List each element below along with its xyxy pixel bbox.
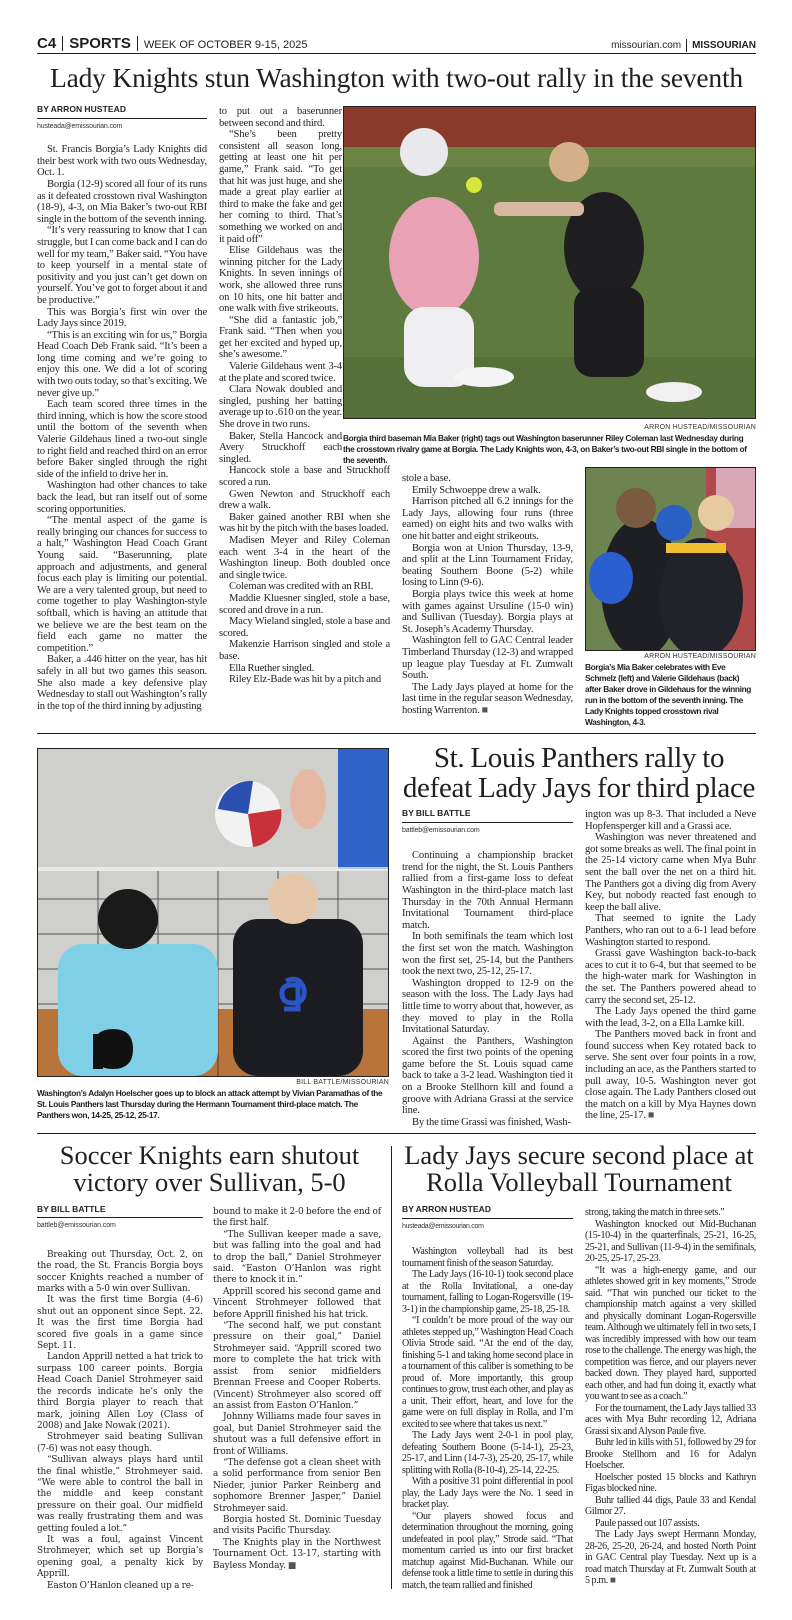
paragraph: With a positive 31 point differential in pool play, the Lady Jays were the No. 1 seed in bracket play. [402, 1476, 573, 1510]
paragraph: Clara Nowak doubled and singled, pushing her batting average up to .610 on the year. She drove in two runs. [219, 384, 342, 431]
paragraph: Strohmeyer said beating Sullivan (7-6) was not easy though. [37, 1432, 203, 1454]
paragraph: Washington fell to GAC Central leader Timberland Thursday (12-3) and wrapped up league play Tuesday at Ft. Zumwalt South. [402, 635, 573, 682]
byline: BY ARRON HUSTEAD [402, 1204, 573, 1219]
paragraph: Baker gained another RBI when she was hit by the pitch with the bases loaded. [219, 511, 390, 535]
paragraph: Paule passed out 107 assists. [595, 1517, 700, 1529]
panthers-column-2 [585, 809, 756, 1122]
paragraph: strong, taking the match in three sets.” [585, 1207, 725, 1218]
author-email[interactable]: battleb@emissourian.com [37, 1222, 116, 1230]
paragraph: “She’s been pretty consistent all season long, getting at least one hit per game,” Frank said. “To get that hit was just huge, and she made a great play earlier at third to make the fake and get her coming to third. That’s something we worked on and it paid off” [219, 129, 342, 245]
paragraph: It was a foul, against Vincent Strohmeyer, which set up Borgia’s opening goal, a penalty kick by Apprill. [37, 1534, 203, 1580]
author-email[interactable]: battleb@emissourian.com [402, 826, 480, 834]
paragraph: By the time Grassi was finished, Wash- [412, 1116, 571, 1128]
paragraph: “Our players showed focus and determination throughout the morning, going undefeated in pool play,” Strode said. “That momentum carried us into our first bracket matchup against Mid-Buchanan. While our defense took a little time to settle in during this match, the team rallied and finished [402, 1510, 573, 1591]
paragraph: Apprill scored his second game and Vincent Strohmeyer followed that before Apprill finished his hat trick. [213, 1286, 381, 1320]
photo-image [586, 468, 755, 650]
paragraph: Hoelscher posted 15 blocks and Kathryn Figas blocked nine. [585, 1471, 756, 1494]
paragraph: Maddie Kluesner singled, stole a base, scored and drove in a run. [219, 592, 390, 616]
paragraph: Gwen Newton and Struckhoff each drew a walk. [219, 488, 390, 512]
paragraph: It was the first time Borgia (4-6) shut out an opponent since Sept. 22. It was the first time Borgia had scored five goals in a game since Sept. 11. [37, 1295, 203, 1352]
panthers-headline: St. Louis Panthers rally to defeat Lady Jays for third place [402, 742, 756, 804]
paragraph: Borgia won at Union Thursday, 13-9, and split at the Linn Tournament Friday, beating Southern Boone (5-2) while losing to Linn (9-6). [402, 542, 573, 589]
rolla-headline: Lady Jays secure second place at Rolla Volleyball Tournament [404, 1140, 754, 1197]
paragraph: Baker, Stella Hancock and Avery Struckhoff each singled. [219, 430, 342, 465]
photo-credit: BILL BATTLE/MISSOURIAN [296, 1079, 389, 1086]
paragraph: Each team scored three times in the third inning, which is how the score stood until the bottom of the seventh when Valerie Gildehaus lined a two-out single to right field and reached third on an error before Baker singled through the right side of the infield to drive her in. [37, 399, 207, 480]
paragraph: stole a base. [402, 473, 451, 484]
softball-headline: Lady Knights stun Washington with two-out rally in the seventh [50, 62, 743, 93]
paragraph: Johnny Williams made four saves in goal, but Daniel Strohmeyer said the shutout was a full defensive effort in front of Williams. [213, 1412, 381, 1457]
photo-caption: Borgia’s Mia Baker celebrates with Eve Schmelz (left) and Valerie Gildehaus (back) after Baker drove in Gildehaus for the winning run in the bottom of the seventh inning. The Lady Knights topped crosstown rival Washington, 4-3. [585, 662, 752, 727]
paragraph: Continuing a championship bracket trend for the night, the St. Louis Panthers rallied from a first-game loss to defeat Washington in the third-place match last Thursday in the 70th Annual Hermann Invitational Tournament third-place match. [402, 850, 573, 931]
paragraph: Harrison pitched all 6.2 innings for the Lady Jays, allowing four runs (three earned) on eight hits and two walks with one hit batter and eight strikeouts. [402, 496, 573, 542]
column-body [402, 850, 573, 1128]
paragraph: Washington knocked out Mid-Buchanan (15-10-4) in the quarterfinals, 25-21, 16-25, 25-21, and Sullivan (11-9-4) in the semifinals, 20-25, 25-17, 25-23. [585, 1218, 756, 1264]
paragraph: Hancock stole a base and Struckhoff scored a run. [219, 465, 390, 488]
divider [62, 36, 63, 51]
column-body [37, 1250, 203, 1592]
column-body [402, 473, 573, 716]
paragraph: Ella Ruether singled. [229, 662, 315, 674]
paragraph: Madisen Meyer and Riley Coleman each went 3-4 in the heart of the Washington lineup. Both doubled once and single twice. [219, 534, 390, 581]
softball-celebration-photo [585, 467, 756, 651]
paragraph: ington was up 8-3. That included a Neve Hopfensperger kill and a Grassi ace. [585, 809, 756, 832]
softball-column-3 [402, 473, 573, 716]
paragraph: The Panthers moved back in front and found success when Key rotated back to serve. She sent over four points in a row, including an ace, as the Panthers started to pull away, 10-5. Washington never got close again. The Lady Panthers closed out the match on a kill by Mya Haynes down the line, 25-17. ■ [585, 1029, 756, 1122]
paragraph: Borgia plays twice this week at home with games against Ursuline (15-0 win) and Sullivan (Tuesday). Borgia plays at St. Joseph’s Academy Thursday. [402, 588, 573, 635]
paragraph: Riley Elz-Bade was hit by a pitch and [229, 674, 381, 686]
column-body [402, 1246, 573, 1591]
paragraph: St. Francis Borgia’s Lady Knights did their best work with two outs Wednesday, Oct. 1. [37, 144, 207, 179]
paragraph: For the tournament, the Lady Jays tallied 33 aces with Mya Buhr recording 12, Adriana Grassi six and Alyson Paule five. [585, 1402, 756, 1437]
paragraph: Baker, a .446 hitter on the year, has hit safely in all but two games this season. She also made a key defensive play Wednesday to stall out Washington’s rally in the top of the third inning by adjusting [37, 654, 207, 712]
paragraph: “She did a fantastic job,” Frank said. “Then when you get her excited and hyped up, she’s awesome.” [219, 314, 342, 361]
paragraph: Washington dropped to 12-9 on the season with the loss. The Lady Jays had little time to worry about that, however, as they moved to play in the Rolla Invitational Saturday. [402, 977, 573, 1036]
section-name: SPORTS [69, 35, 131, 52]
paragraph: Emily Schwoeppe drew a walk. [412, 484, 541, 496]
paragraph: “I couldn’t be more proud of the way our athletes stepped up,” Washington Head Coach Olivia Strode said. “At the end of the day, finishing 5-1 and taking home second place in a tournament of this caliber is something to be proud of. More importantly, this group continues to grow, trust each other, and play as a unit. Their effort, heart, and love for the game were on full display in Rolla, and I’m excited to see where that takes us next.” [402, 1315, 573, 1430]
paragraph: “This is an exciting win for us,” Borgia Head Coach Deb Frank said. “It’s been a long time coming and we’re going to enjoy this one. We did a lot of scoring with two outs today, so that’s exciting. We never give up.” [37, 329, 207, 399]
paragraph: Buhr tallied 44 digs, Paule 33 and Kendal Gilmor 27. [585, 1494, 756, 1517]
paragraph: Borgia (12-9) scored all four of its runs as it defeated crosstown rival Washington (18-9), 4-3, on Mia Baker’s two-out RBI single in the bottom of the seventh inning. [37, 178, 207, 225]
paragraph: This was Borgia’s first win over the Lady Jays since 2019. [37, 306, 207, 330]
paragraph: In both semifinals the team which lost the first set won the match. Washington won the first set, 25-14, but the Panthers took the next two, 25-12, 25-17. [402, 931, 573, 978]
paragraph: “The Sullivan keeper made a save, but was falling into the goal and had to drop the ball,” Daniel Strohmeyer said. “Easton O’Hanlon was right there to knock it in.” [213, 1229, 381, 1286]
divider [137, 36, 138, 51]
paragraph: The Knights play in the Northwest Tournament Oct. 13-17, starting with Bayless Monday. ■ [213, 1538, 381, 1572]
paragraph: Valerie Gildehaus went 3-4 at the plate and scored twice. [219, 361, 342, 384]
paragraph: That seemed to ignite the Lady Panthers, who ran out to a 6-1 lead before Washington started to respond. [585, 913, 756, 948]
paragraph: The Lady Jays opened the third game with the lead, 3-2, on a Ella Lamke kill. [585, 1006, 756, 1029]
paragraph: Elise Gildehaus was the winning pitcher for the Lady Knights. In seven innings of work, she allowed three runs on 10 hits, one hit batter and one walk with five strikeouts. [219, 245, 342, 315]
column-body [213, 1207, 381, 1572]
header-rule [37, 53, 756, 54]
photo-credit: ARRON HUSTEAD/MISSOURIAN [644, 424, 756, 431]
column-divider [391, 1146, 392, 1589]
paragraph: Makenzie Harrison singled and stole a base. [219, 639, 390, 662]
column-body [37, 144, 207, 712]
divider [686, 39, 687, 52]
paragraph: “It’s very reassuring to know that I can struggle, but I can come back and I can do well for my team,” Baker said. “You have to keep yourself in a mental state of positivity and you just can’t get down on yourself. You’ve got to forget about it and be productive.” [37, 225, 207, 306]
paragraph: The Lady Jays swept Hermann Monday, 28-26, 25-20, 26-24, and hosted North Point in GAC Central play Tuesday. Next up is a road match Thursday at Ft. Zumwalt South at 5 p.m. ■ [585, 1529, 756, 1587]
paragraph: Grassi gave Washington back-to-back aces to cut it to 6-4, but that seemed to be the high-water mark for Washington in the set. The Panthers powered ahead to carry the second set, 25-12. [585, 948, 756, 1006]
paragraph: to put out a baserunner between second and third. [219, 106, 342, 129]
paragraph: “The defense got a clean sheet with a solid performance from senior Ben Nieder, junior Parker Reinberg and sophomore Brenner Jasper,” Daniel Strohmeyer said. [213, 1457, 381, 1514]
rolla-column-2 [585, 1207, 756, 1587]
paragraph: The Lady Jays (16-10-1) took second place at the Rolla Invitational, a one-day tournament, falling to Logan-Rogersville (19-3-1) in the championship game, 25-18, 25-18. [402, 1269, 573, 1315]
photo-credit: ARRON HUSTEAD/MISSOURIAN [644, 653, 756, 660]
softball-tag-out-photo [343, 106, 756, 419]
photo-image [38, 749, 388, 1076]
soccer-column-2 [213, 1207, 381, 1572]
paragraph: Easton O’Hanlon cleaned up a re- [47, 1580, 194, 1591]
byline: BY BILL BATTLE [402, 808, 573, 823]
paragraph: Macy Wieland singled, stole a base and scored. [219, 616, 390, 639]
column-body [585, 809, 756, 1122]
page-number: C4 [37, 35, 57, 52]
byline: BY BILL BATTLE [37, 1204, 203, 1218]
paragraph: “The second half, we put constant pressure on their goal,” Daniel Strohmeyer said. “Apprill scored two more to complete the hat trick with assist from senior midfielders Brennan Freese and Cooper Roberts. (Vincent) Strohmeyer also scored off an assist from Easton O’Hanlon.” [213, 1321, 381, 1411]
page-header [37, 35, 308, 52]
author-email[interactable]: husteada@emissourian.com [402, 1222, 484, 1230]
paragraph: The Lady Jays played at home for the last time in the regular season Wednesday, hosting Warrenton. ■ [402, 682, 573, 717]
soccer-column-1 [37, 1204, 203, 1592]
paragraph: Against the Panthers, Washington scored the first two points of the opening game before the St. Louis squad came back to take a 3-2 lead. Washington tied it on a Brooke Stellhorn kill and found a groove with Adriana Grassi at the service line. [402, 1035, 573, 1117]
author-email[interactable]: husteada@emissourian.com [37, 122, 123, 130]
paragraph: Buhr led in kills with 51, followed by 29 for Brooke Stellhorn and 16 for Adalyn Hoelscher. [585, 1437, 756, 1471]
paragraph: Washington had other chances to take back the lead, but ran itself out of some scoring opportunities. [37, 480, 207, 515]
panthers-column-1 [402, 808, 573, 1128]
paragraph: Breaking out Thursday, Oct. 2, on the road, the St. Francis Borgia boys soccer Knights reached a number of marks with a 5-0 win over Sullivan. [37, 1249, 203, 1295]
section-divider [37, 733, 756, 734]
paragraph: “The mental aspect of the game is really bringing our chances for success to a halt,” Washington Head Coach Grant Young said. “Baserunning, plate approach and adjustments, and general focus each play is limiting our potential. We are a very talented group, but need to come together to play Washington-style softball, which is having an attitude that we believe we are the best team on the field each game no matter the competition.” [37, 515, 207, 654]
rolla-column-1 [402, 1204, 573, 1591]
softball-column-1 [37, 104, 207, 712]
paragraph: Washington was never threatened and got some breaks as well. The final point in the 25-14 victory came when Mya Buhr sent the ball over the net on a third hit. The Panthers got a diving dig from Avery Key, but nobody reacted fast enough to keep the ball alive. [585, 832, 756, 913]
column-body [585, 1207, 756, 1587]
paragraph: Washington volleyball had its best tournament finish of the season Saturday. [402, 1246, 573, 1269]
photo-caption: Borgia third baseman Mia Baker (right) tags out Washington baserunner Riley Coleman last Wednesday during the crosstown rivalry game at Borgia. The Lady Knights won, 4-3, on Baker’s two-out RBI single in the bottom of the seventh. [343, 433, 747, 465]
paragraph: “It was a high-energy game, and our athletes showed grit in key moments,” Strode said. “That win punched our ticket to the championship match against a very skilled and physically dominant Logan-Rogersville team. Although we ultimately fell in two sets, I was incredibly impressed with how our team rose to the challenge. The energy was high, the competition was fierce, and our players never backed down. They played hard, supported each other, and had fun doing it, exactly what you want to see as a coach.” [585, 1264, 756, 1402]
byline: BY ARRON HUSTEAD [37, 104, 207, 119]
paragraph: Landon Apprill netted a hat trick to surpass 100 career points. Borgia Head Coach Daniel Strohmeyer said the records indicate he’s only the third Borgia player to reach that mark, joining Allen Loy (Class of 2008) and Jake Nowak (2021). [37, 1352, 203, 1431]
paragraph: “Sullivan always plays hard until the final whistle,” Strohmeyer said. “We were able to control the ball in the middle and keep constant pressure on their goal. Our midfield was really frustrating them and was getting fouled a lot.” [37, 1455, 203, 1534]
paragraph: Borgia hosted St. Dominic Tuesday and visits Pacific Thursday. [213, 1514, 381, 1537]
paragraph: The Lady Jays went 2-0-1 in pool play, defeating Southern Boone (5-14-1), 25-23, 25-17, and Linn (14-7-3), 25-20, 25-17, while splitting with Rolla (8-10-4), 25-14, 22-25. [402, 1430, 573, 1476]
paper-name: MISSOURIAN [692, 40, 756, 51]
paragraph: Coleman was credited with an RBI. [229, 581, 374, 593]
volleyball-block-photo [37, 748, 389, 1077]
photo-image [344, 107, 755, 418]
header-right [611, 39, 756, 52]
site-link[interactable]: missourian.com [611, 40, 682, 51]
paragraph: bound to make it 2-0 before the end of the first half. [213, 1207, 381, 1229]
section-divider [37, 1133, 756, 1134]
issue-week: WEEK OF OCTOBER 9-15, 2025 [143, 39, 308, 51]
soccer-headline: Soccer Knights earn shutout victory over Sullivan, 5-0 [59, 1140, 360, 1197]
photo-caption: Washington’s Adalyn Hoelscher goes up to block an attack attempt by Vivian Paramathas of the St. Louis Panthers last Thursday during the Hermann Tournament third-place match. The Panthers won, 14-25, 25-12, 25-17. [37, 1088, 383, 1120]
